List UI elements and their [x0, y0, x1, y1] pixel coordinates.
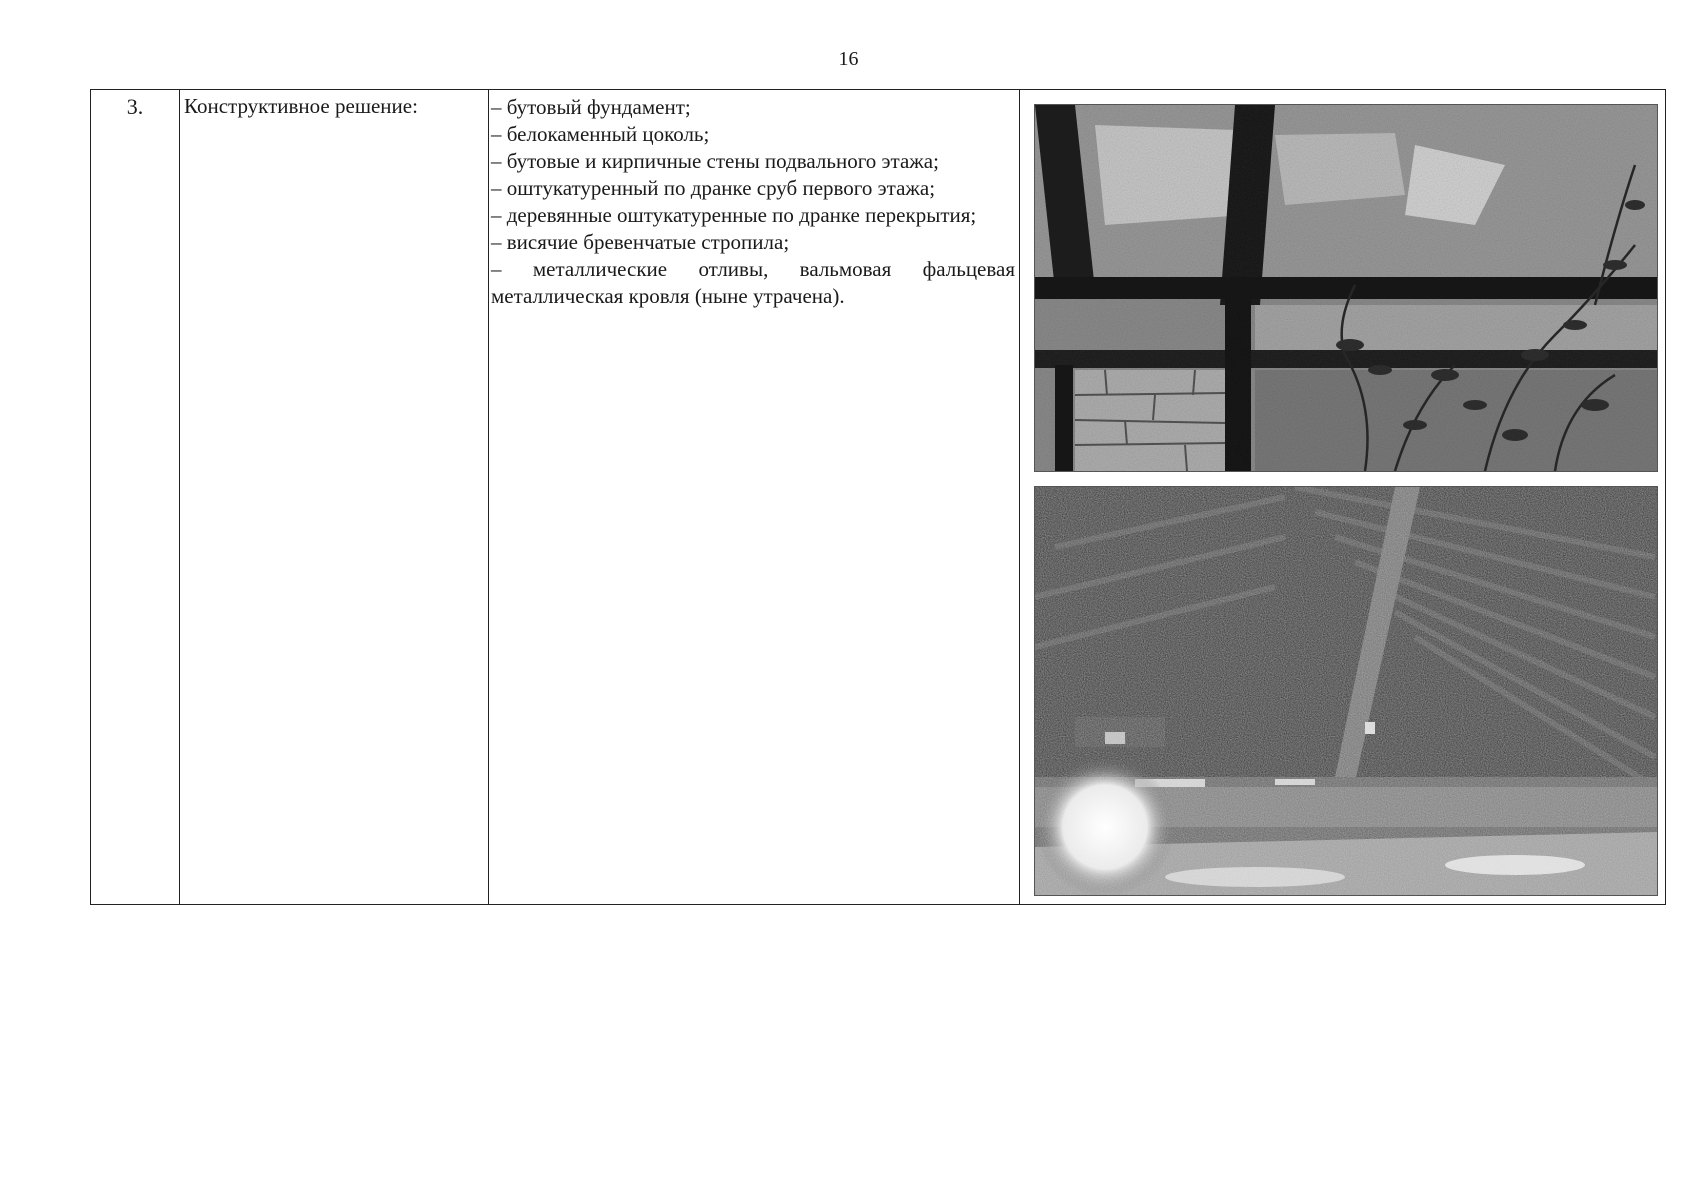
row-number-cell [91, 90, 180, 905]
content-table [90, 89, 1666, 905]
structural-items-list [489, 90, 1019, 310]
row-label-cell [180, 90, 489, 905]
list-item: – оштукатуренный по дранке сруб первого этажа; [491, 176, 936, 200]
basement-wall-photo [1034, 104, 1658, 472]
attic-rafters-photo [1034, 486, 1658, 896]
list-item: – деревянные оштукатуренные по дранке перекрытия; [491, 203, 977, 227]
row-number: 3. [126, 94, 144, 119]
list-item: – висячие бревенчатые стропила; [491, 230, 790, 254]
list-item: – металлические отливы, вальмовая фальцевая металлическая кровля (ныне утрачена). [491, 257, 1015, 308]
row-label: Конструктивное решение: [184, 94, 418, 118]
page-number: 16 [838, 48, 859, 70]
list-item: – белокаменный цоколь; [491, 122, 710, 146]
list-item: – бутовые и кирпичные стены подвального этажа; [491, 149, 939, 173]
list-item: – бутовый фундамент; [491, 95, 691, 119]
photos-cell [1020, 90, 1666, 905]
table-row [91, 90, 1666, 905]
row-description-cell [489, 90, 1020, 905]
photos-container [1020, 90, 1665, 896]
